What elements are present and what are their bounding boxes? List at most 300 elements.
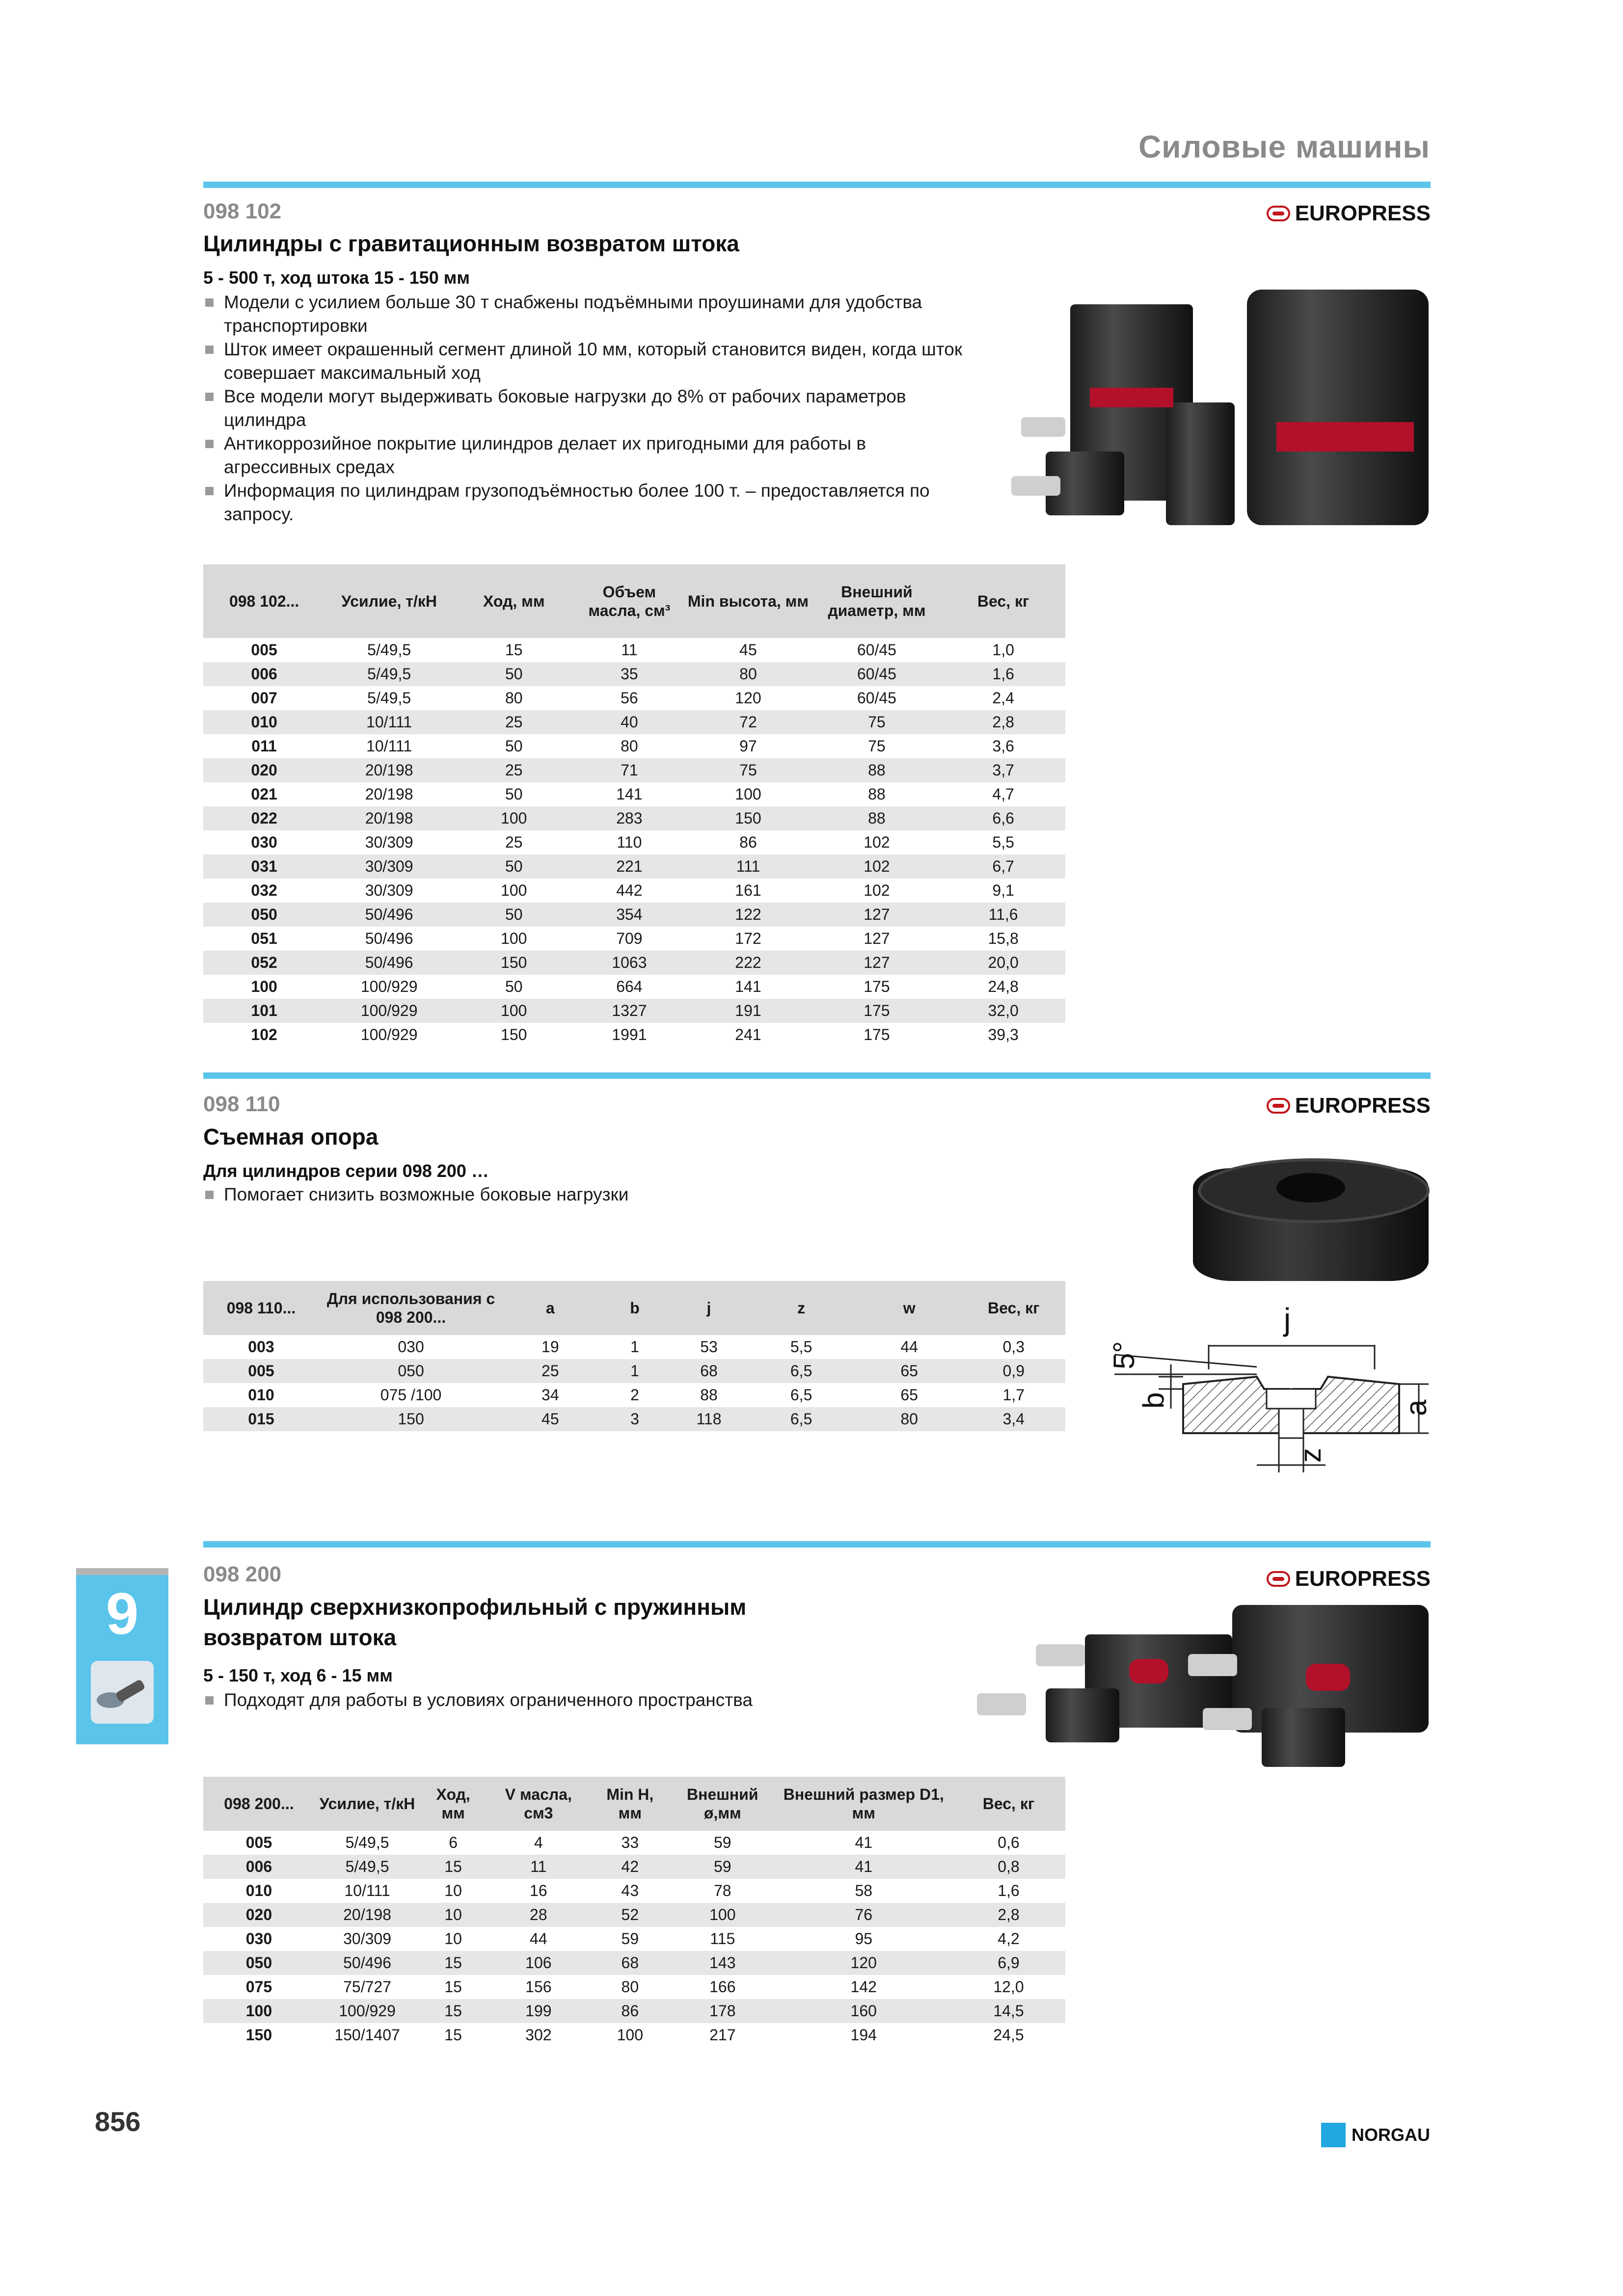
product-title-line-1: Цилиндр сверхнизкопрофильный с пружинным — [203, 1594, 747, 1620]
feature-list — [203, 1183, 969, 1206]
table-header: Для использования с 098 200... — [319, 1281, 503, 1335]
table-cell: 4,7 — [992, 785, 1014, 803]
table-cell: 5/49,5 — [367, 641, 411, 659]
table-cell: 283 — [574, 806, 684, 830]
list-item: Все модели могут выдерживать боковые нагрузки до 8% от рабочих параметров цилиндра — [203, 385, 969, 432]
product-subtitle: 5 - 150 т, ход 6 - 15 мм — [203, 1665, 393, 1685]
chapter-number: 9 — [106, 1581, 139, 1647]
table-cell: 1,6 — [941, 662, 1065, 686]
table-row — [203, 806, 1065, 830]
table-cell: 2 — [630, 1386, 639, 1404]
table-cell: 58 — [855, 1882, 873, 1899]
table-cell: 75/727 — [343, 1978, 391, 1996]
table-cell: 25 — [453, 758, 574, 782]
table-cell: 115 — [710, 1930, 735, 1948]
article-code-cell: 075 — [245, 1978, 272, 1996]
table-cell: 160 — [776, 1999, 952, 2023]
table-cell: 78 — [713, 1882, 731, 1899]
article-code-cell: 150 — [245, 2026, 272, 2044]
table-cell: 0,9 — [962, 1359, 1066, 1383]
europress-logo-icon — [1267, 1098, 1290, 1114]
table-cell: 60/45 — [857, 641, 896, 659]
table-cell: 100 — [501, 881, 527, 899]
table-cell: 50 — [453, 662, 574, 686]
table-cell: 95 — [855, 1930, 873, 1948]
table-cell: 354 — [574, 903, 684, 927]
article-code-cell: 003 — [248, 1338, 274, 1356]
dim-label-b: b — [1137, 1392, 1170, 1409]
table-header: 098 200... — [203, 1777, 315, 1831]
table-cell: 0,6 — [998, 1834, 1020, 1851]
table-cell: 100 — [735, 785, 761, 803]
table-cell: 100/929 — [315, 1999, 420, 2023]
table-cell: 3,7 — [941, 758, 1065, 782]
table-header: Ход, мм — [453, 564, 574, 638]
table-header: j — [672, 1281, 746, 1335]
table-cell: 0,8 — [952, 1855, 1065, 1879]
article-code-cell: 020 — [203, 758, 325, 782]
table-header: w — [857, 1281, 962, 1335]
table-cell: 102 — [812, 854, 942, 879]
table-cell: 5,5 — [992, 833, 1014, 851]
table-cell: 2,8 — [952, 1903, 1065, 1927]
table-cell: 44 — [530, 1930, 547, 1948]
table-cell: 1 — [630, 1338, 639, 1356]
table-cell: 15 — [420, 1951, 487, 1975]
spec-table-098110 — [203, 1281, 1065, 1431]
table-header: 098 102... — [203, 564, 325, 638]
table-header: Внешний диаметр, мм — [812, 564, 942, 638]
table-cell: 2,4 — [992, 689, 1014, 707]
table-cell: 24,8 — [988, 978, 1019, 995]
table-cell: 3,4 — [962, 1407, 1066, 1431]
table-cell: 6,5 — [746, 1407, 856, 1431]
table-cell: 709 — [616, 930, 643, 947]
table-header: Min высота, мм — [684, 564, 812, 638]
table-row — [203, 686, 1065, 710]
table-cell: 30/309 — [325, 854, 453, 879]
table-cell: 442 — [616, 881, 643, 899]
table-cell: 30/309 — [365, 881, 413, 899]
table-cell: 14,5 — [952, 1999, 1065, 2023]
table-cell: 5/49,5 — [325, 662, 453, 686]
table-cell: 40 — [574, 710, 684, 734]
table-header: Ход, мм — [420, 1777, 487, 1831]
table-row — [203, 1359, 1065, 1383]
article-code-cell: 010 — [245, 1882, 272, 1899]
table-cell: 664 — [616, 978, 643, 995]
table-cell: 80 — [684, 662, 812, 686]
product-code: 098 102 — [203, 199, 282, 223]
brand-logo — [1267, 201, 1431, 226]
article-code-cell: 020 — [203, 1903, 315, 1927]
table-cell: 59 — [621, 1930, 639, 1948]
list-item: Антикоррозийное покрытие цилиндров делает их пригодными для работы в агрессивных средах — [203, 432, 969, 479]
table-cell: 50/496 — [325, 951, 453, 975]
dim-label-j: j — [1284, 1302, 1291, 1337]
table-cell: 2,8 — [941, 710, 1065, 734]
table-row — [203, 999, 1065, 1023]
table-cell: 120 — [776, 1951, 952, 1975]
table-cell: 88 — [700, 1386, 718, 1404]
table-cell: 80 — [621, 737, 638, 755]
europress-logo-icon — [1267, 206, 1290, 221]
article-code-cell: 005 — [245, 1834, 272, 1851]
table-cell: 39,3 — [988, 1026, 1019, 1043]
table-cell: 5/49,5 — [345, 1834, 389, 1851]
table-cell: 50 — [453, 903, 574, 927]
table-row — [203, 1831, 1065, 1855]
article-code-cell: 015 — [203, 1407, 319, 1431]
article-code-cell: 030 — [245, 1930, 272, 1948]
table-cell: 111 — [684, 854, 812, 879]
table-cell: 75 — [684, 758, 812, 782]
table-row — [203, 951, 1065, 975]
brand-name: EUROPRESS — [1295, 201, 1431, 225]
table-row — [203, 1335, 1065, 1359]
table-cell: 175 — [864, 978, 890, 995]
table-cell: 6,7 — [941, 854, 1065, 879]
list-item: Информация по цилиндрам грузоподъёмностью более 100 т. – предоставляется по запросу. — [203, 479, 969, 526]
table-cell: 25 — [453, 710, 574, 734]
table-cell: 199 — [487, 1999, 591, 2023]
table-row — [203, 710, 1065, 734]
table-cell: 1,6 — [998, 1882, 1020, 1899]
brand-logo — [1267, 1094, 1431, 1118]
table-cell: 59 — [713, 1834, 731, 1851]
article-code-cell: 010 — [203, 710, 325, 734]
table-cell: 33 — [621, 1834, 639, 1851]
table-cell: 15 — [420, 1999, 487, 2023]
table-cell: 0,3 — [1002, 1338, 1025, 1356]
europress-logo-icon — [1267, 1571, 1290, 1587]
table-cell: 1 — [598, 1359, 672, 1383]
table-header: Вес, кг — [952, 1777, 1065, 1831]
table-cell: 10/111 — [325, 710, 453, 734]
table-cell: 5,5 — [790, 1338, 812, 1356]
table-cell: 102 — [864, 881, 890, 899]
table-cell: 120 — [735, 689, 761, 707]
table-cell: 141 — [735, 978, 761, 995]
table-cell: 20/198 — [315, 1903, 420, 1927]
article-code-cell: 100 — [203, 1999, 315, 2023]
table-cell: 5/49,5 — [315, 1855, 420, 1879]
section-divider — [203, 1072, 1431, 1079]
list-item: Подходят для работы в условиях ограниченного пространства — [203, 1688, 969, 1712]
table-cell: 150 — [319, 1407, 503, 1431]
table-cell: 32,0 — [941, 999, 1065, 1023]
table-cell: 1,7 — [1002, 1386, 1025, 1404]
table-cell: 110 — [617, 833, 642, 851]
table-cell: 175 — [812, 999, 942, 1023]
table-cell: 100 — [453, 999, 574, 1023]
table-cell: 100 — [453, 806, 574, 830]
brand-name: EUROPRESS — [1295, 1567, 1431, 1591]
table-row — [203, 1975, 1065, 1999]
spec-table-098102 — [203, 564, 1065, 1047]
table-cell: 43 — [621, 1882, 639, 1899]
table-cell: 24,5 — [993, 2026, 1024, 2044]
table-cell: 156 — [525, 1978, 552, 1996]
table-header: z — [746, 1281, 856, 1335]
table-cell: 75 — [812, 710, 942, 734]
table-cell: 11 — [487, 1855, 591, 1879]
table-row — [203, 1407, 1065, 1431]
table-cell: 150/1407 — [334, 2026, 400, 2044]
article-code-cell: 050 — [203, 903, 325, 927]
table-cell: 30/309 — [343, 1930, 391, 1948]
table-cell: 11 — [621, 641, 638, 659]
table-cell: 10/111 — [344, 1882, 390, 1899]
table-cell: 1327 — [574, 999, 684, 1023]
table-cell: 86 — [591, 1999, 670, 2023]
article-code-cell: 005 — [203, 1359, 319, 1383]
grinder-icon — [91, 1661, 154, 1724]
table-header: Внешний ø,мм — [670, 1777, 776, 1831]
article-code-cell: 030 — [251, 833, 277, 851]
table-cell: 118 — [672, 1407, 746, 1431]
table-cell: 52 — [591, 1903, 670, 1927]
table-cell: 6,6 — [941, 806, 1065, 830]
footer-brand — [1321, 2123, 1430, 2147]
table-header: 098 110... — [203, 1281, 319, 1335]
table-cell: 28 — [487, 1903, 591, 1927]
product-subtitle: 5 - 500 т, ход штока 15 - 150 мм — [203, 267, 470, 288]
table-row — [203, 903, 1065, 927]
table-cell: 42 — [591, 1855, 670, 1879]
table-cell: 172 — [735, 930, 761, 947]
table-cell: 34 — [541, 1386, 559, 1404]
table-header: Усилие, т/кН — [315, 1777, 420, 1831]
table-row — [203, 1999, 1065, 2023]
support-dimension-diagram — [1095, 1296, 1438, 1482]
product-title: Съемная опора — [203, 1124, 379, 1149]
table-header: b — [598, 1281, 672, 1335]
article-code-cell: 006 — [203, 662, 325, 686]
table-cell: 9,1 — [992, 881, 1014, 899]
table-cell: 65 — [900, 1386, 918, 1404]
table-cell: 11,6 — [941, 903, 1065, 927]
table-header: V масла, см3 — [487, 1777, 591, 1831]
table-cell: 191 — [684, 999, 812, 1023]
article-code-cell: 102 — [251, 1026, 277, 1043]
table-cell: 6,5 — [790, 1386, 812, 1404]
table-cell: 217 — [709, 2026, 736, 2044]
list-item: Шток имеет окрашенный сегмент длиной 10 мм, который становится виден, когда шток совершает максимальный ход — [203, 338, 969, 385]
table-cell: 12,0 — [993, 1978, 1024, 1996]
table-cell: 53 — [700, 1338, 718, 1356]
feature-list — [203, 291, 969, 526]
table-cell: 60/45 — [857, 689, 896, 707]
article-code-cell: 101 — [203, 999, 325, 1023]
article-code-cell: 051 — [251, 930, 277, 947]
table-cell: 5/49,5 — [367, 689, 411, 707]
table-header: Объем масла, см³ — [574, 564, 684, 638]
table-cell: 194 — [850, 2026, 877, 2044]
table-cell: 141 — [616, 785, 643, 803]
table-cell: 4 — [534, 1834, 543, 1851]
article-code-cell: 100 — [251, 978, 277, 995]
article-code-cell: 031 — [203, 854, 325, 879]
table-cell: 97 — [739, 737, 757, 755]
table-cell: 102 — [864, 833, 890, 851]
table-cell: 44 — [900, 1338, 918, 1356]
table-cell: 50/496 — [325, 903, 453, 927]
table-cell: 150 — [453, 951, 574, 975]
product-code: 098 110 — [203, 1092, 280, 1116]
table-cell: 302 — [525, 2026, 552, 2044]
table-row — [203, 927, 1065, 951]
article-code-cell: 010 — [248, 1386, 274, 1404]
table-cell: 15 — [444, 2026, 462, 2044]
article-code-cell: 021 — [251, 785, 277, 803]
brand-logo — [1267, 1567, 1431, 1591]
table-cell: 100/929 — [325, 999, 453, 1023]
table-cell: 127 — [812, 903, 942, 927]
table-cell: 15 — [444, 1978, 462, 1996]
section-divider — [203, 1541, 1431, 1548]
product-title: Цилиндры с гравитационным возвратом штока — [203, 231, 739, 256]
table-cell: 075 /100 — [380, 1386, 442, 1404]
table-cell: 41 — [855, 1834, 873, 1851]
table-header: Min H, мм — [591, 1777, 670, 1831]
table-cell: 3,6 — [992, 737, 1014, 755]
table-cell: 45 — [739, 641, 757, 659]
table-row — [203, 1927, 1065, 1951]
table-row — [203, 1383, 1065, 1407]
table-cell: 25 — [505, 833, 523, 851]
product-photo-support — [1178, 1139, 1443, 1296]
table-row — [203, 975, 1065, 999]
table-cell: 1063 — [574, 951, 684, 975]
table-cell: 30/309 — [365, 833, 413, 851]
dim-label-z: z — [1294, 1448, 1327, 1463]
table-row — [203, 662, 1065, 686]
table-cell: 142 — [850, 1978, 877, 1996]
article-code-cell: 050 — [203, 1951, 315, 1975]
product-photo-low-profile-cylinders — [957, 1600, 1438, 1777]
table-cell: 161 — [735, 881, 761, 899]
table-row — [203, 1023, 1065, 1047]
table-cell: 88 — [812, 758, 942, 782]
feature-list — [203, 1688, 969, 1712]
table-row — [203, 1855, 1065, 1879]
table-cell: 50/496 — [365, 930, 413, 947]
table-cell: 178 — [670, 1999, 776, 2023]
table-cell: 150 — [501, 1026, 527, 1043]
table-cell: 221 — [574, 854, 684, 879]
table-header: Внешний размер D1, мм — [776, 1777, 952, 1831]
table-cell: 6 — [449, 1834, 458, 1851]
list-item: Модели с усилием больше 30 т снабжены подъёмными проушинами для удобства транспортировки — [203, 291, 969, 338]
table-header: Вес, кг — [962, 1281, 1066, 1335]
chapter-tab[interactable] — [76, 1568, 168, 1744]
table-cell: 100 — [670, 1903, 776, 1927]
table-cell: 19 — [541, 1338, 559, 1356]
table-cell: 122 — [684, 903, 812, 927]
table-cell: 3 — [598, 1407, 672, 1431]
table-row — [203, 782, 1065, 806]
table-cell: 25 — [503, 1359, 597, 1383]
table-cell: 50 — [505, 785, 523, 803]
table-cell: 68 — [672, 1359, 746, 1383]
table-header: Вес, кг — [941, 564, 1065, 638]
article-code-cell: 007 — [251, 689, 277, 707]
table-cell: 15,8 — [988, 930, 1019, 947]
table-cell: 222 — [684, 951, 812, 975]
brand-name: EUROPRESS — [1295, 1094, 1431, 1118]
norgau-logo-icon — [1321, 2123, 1346, 2147]
article-code-cell: 005 — [251, 641, 277, 659]
table-cell: 100/929 — [360, 978, 418, 995]
table-cell: 88 — [812, 806, 942, 830]
table-cell: 60/45 — [812, 662, 942, 686]
table-cell: 143 — [670, 1951, 776, 1975]
dim-label-angle: 5° — [1108, 1341, 1140, 1369]
table-cell: 1991 — [612, 1026, 647, 1043]
table-cell: 20/198 — [325, 758, 453, 782]
table-cell: 80 — [621, 1978, 639, 1996]
table-row — [203, 1903, 1065, 1927]
footer-brand-name: NORGAU — [1352, 2125, 1430, 2145]
table-cell: 16 — [530, 1882, 547, 1899]
table-cell: 241 — [735, 1026, 761, 1043]
table-row — [203, 758, 1065, 782]
table-cell: 15 — [420, 1855, 487, 1879]
product-subtitle: Для цилиндров серии 098 200 … — [203, 1161, 489, 1181]
table-cell: 030 — [398, 1338, 424, 1356]
table-cell: 76 — [776, 1903, 952, 1927]
list-item: Помогает снизить возможные боковые нагрузки — [203, 1183, 969, 1206]
section-divider — [203, 182, 1431, 188]
table-cell: 20,0 — [941, 951, 1065, 975]
table-row — [203, 734, 1065, 758]
table-cell: 10 — [444, 1930, 462, 1948]
table-cell: 4,2 — [998, 1930, 1020, 1948]
table-cell: 100/929 — [360, 1026, 418, 1043]
table-row — [203, 1879, 1065, 1903]
product-code: 098 200 — [203, 1562, 282, 1586]
dim-label-a: a — [1400, 1399, 1433, 1416]
article-code-cell: 022 — [203, 806, 325, 830]
table-cell: 50/496 — [315, 1951, 420, 1975]
table-cell: 86 — [739, 833, 757, 851]
table-header: a — [503, 1281, 597, 1335]
table-cell: 10 — [444, 1882, 462, 1899]
table-cell: 10 — [420, 1903, 487, 1927]
table-cell: 35 — [574, 662, 684, 686]
table-cell: 50 — [453, 854, 574, 879]
table-row — [203, 854, 1065, 879]
table-row — [203, 879, 1065, 903]
table-cell: 20/198 — [365, 785, 413, 803]
table-cell: 106 — [487, 1951, 591, 1975]
table-cell: 100 — [501, 930, 527, 947]
product-title-line-2: возвратом штока — [203, 1625, 397, 1650]
table-cell: 72 — [684, 710, 812, 734]
table-cell: 65 — [857, 1359, 962, 1383]
table-cell: 71 — [574, 758, 684, 782]
table-row — [203, 2023, 1065, 2047]
table-cell: 166 — [709, 1978, 736, 1996]
table-cell: 59 — [670, 1855, 776, 1879]
table-cell: 15 — [505, 641, 523, 659]
table-row — [203, 830, 1065, 854]
article-code-cell: 052 — [203, 951, 325, 975]
table-cell: 127 — [812, 951, 942, 975]
article-code-cell: 011 — [251, 737, 277, 755]
table-cell: 127 — [864, 930, 890, 947]
